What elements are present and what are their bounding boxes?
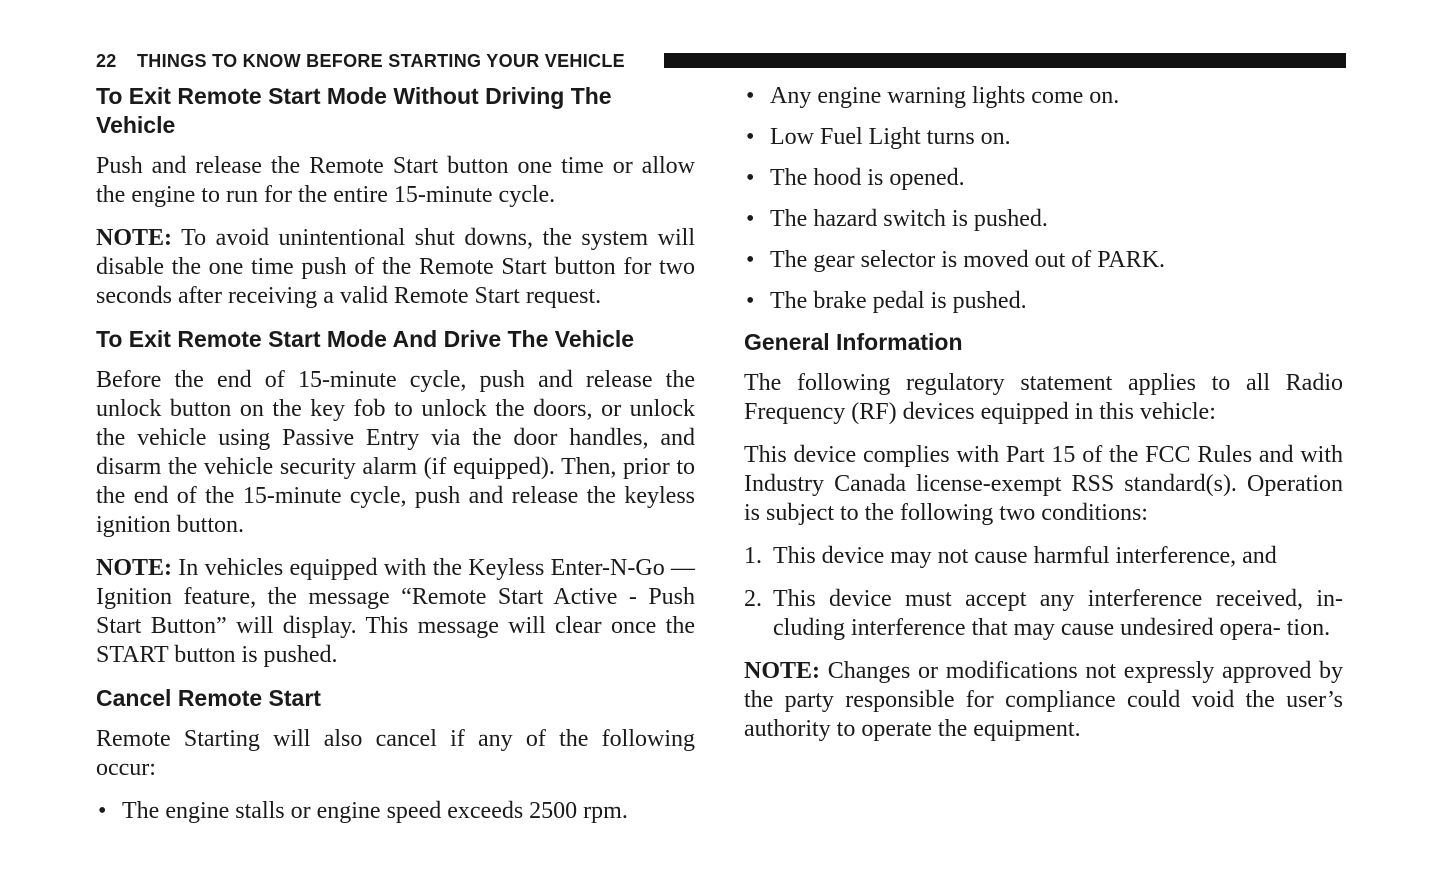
list-item <box>744 585 1343 643</box>
list-item <box>744 287 1343 316</box>
list-item <box>744 123 1343 152</box>
bullet-icon: • <box>746 288 755 314</box>
cancel-conditions-list-continued <box>744 82 1343 316</box>
bullet-icon: • <box>98 798 107 824</box>
list-item <box>744 82 1343 111</box>
heading-general-information: General Information <box>744 329 963 355</box>
right-column <box>744 82 1343 758</box>
note-keyless-enter-n-go <box>96 554 695 670</box>
paragraph-cancel-intro: Remote Starting will also cancel if any of the following occur: <box>96 726 695 781</box>
note-modifications <box>744 657 1343 744</box>
list-item-text: The brake pedal is pushed. <box>770 288 1027 314</box>
page-number: 22 <box>96 51 117 71</box>
list-number: 1. <box>744 543 762 569</box>
section-title: THINGS TO KNOW BEFORE STARTING YOUR VEHICLE <box>137 51 625 71</box>
note-unintentional-shutdown <box>96 224 695 311</box>
list-item-text: The hood is opened. <box>770 165 965 191</box>
list-item <box>744 205 1343 234</box>
list-item-text: Any engine warning lights come on. <box>770 83 1120 109</box>
paragraph-push-release: Push and release the Remote Start button one time or allow the engine to run for the entire 15-minute cycle. <box>96 153 695 208</box>
note-label: NOTE: <box>96 555 173 581</box>
heading-exit-without-driving: To Exit Remote Start Mode Without Driving The Vehicle <box>96 83 612 138</box>
paragraph-regulatory: The following regulatory statement applies to all Radio Frequency (RF) devices equipped in this vehicle: <box>744 370 1343 425</box>
bullet-icon: • <box>746 83 755 109</box>
header-rule <box>664 53 1346 68</box>
heading-cancel-remote-start: Cancel Remote Start <box>96 685 321 711</box>
bullet-icon: • <box>746 247 755 273</box>
list-item-text: The engine stalls or engine speed exceeds 2500 rpm. <box>122 798 628 824</box>
list-item-text: The hazard switch is pushed. <box>770 206 1048 232</box>
list-item-text: This device must accept any interference received, in- cluding interference that may cause undesired opera- tion. <box>773 586 1343 641</box>
list-item-text: Low Fuel Light turns on. <box>770 124 1011 150</box>
list-number: 2. <box>744 586 762 612</box>
list-item <box>744 246 1343 275</box>
list-item <box>744 164 1343 193</box>
list-item <box>744 542 1343 571</box>
bullet-icon: • <box>746 165 755 191</box>
list-item <box>96 797 695 826</box>
paragraph-before-end: Before the end of 15-minute cycle, push and release the unlock button on the key fob to unlock the doors, or unlock the vehicle using Passive Entry via the door handles, and disarm the vehicle security alarm (if equipped). Then, prior to the end of the 15-minute cycle, push and release the keyless ignition button. <box>96 367 695 538</box>
bullet-icon: • <box>746 206 755 232</box>
note-text: Changes or modifications not expressly approved by the party responsible for compliance could void the user’s authority to operate the equipment. <box>744 658 1343 742</box>
left-column <box>96 82 695 838</box>
paragraph-complies: This device complies with Part 15 of the FCC Rules and with Industry Canada license-exempt RSS standard(s). Operation is subject to the following two conditions: <box>744 442 1343 526</box>
note-label: NOTE: <box>96 225 173 251</box>
note-text: In vehicles equipped with the Keyless Enter-N-Go — Ignition feature, the message “Remote Start Active - Push Start Button” will display. This message will clear once the START button is pushed. <box>96 555 695 668</box>
cancel-conditions-list <box>96 797 695 826</box>
heading-exit-and-drive: To Exit Remote Start Mode And Drive The Vehicle <box>96 326 635 352</box>
list-item-text: The gear selector is moved out of PARK. <box>770 247 1166 273</box>
page-header <box>96 50 1346 72</box>
note-text: To avoid unintentional shut downs, the system will disable the one time push of the Remote Start button for two seconds after receiving a valid Remote Start request. <box>96 225 695 309</box>
list-item-text: This device may not cause harmful interference, and <box>773 543 1277 569</box>
note-label: NOTE: <box>744 658 821 684</box>
bullet-icon: • <box>746 124 755 150</box>
fcc-conditions-list <box>744 542 1343 643</box>
